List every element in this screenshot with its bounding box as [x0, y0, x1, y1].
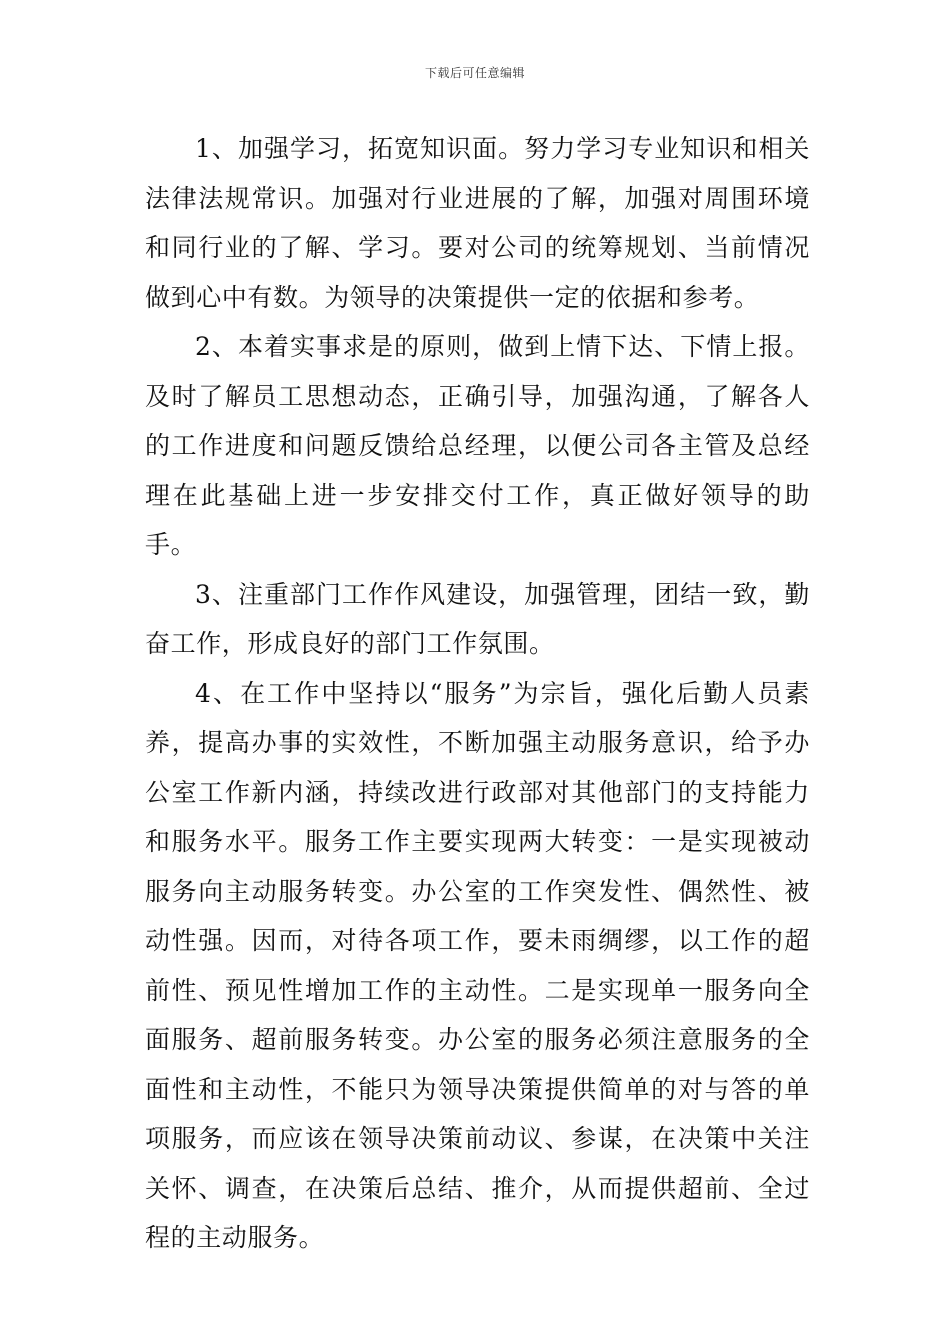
document-body: [145, 124, 810, 1263]
header-note: 下载后可任意编辑: [424, 66, 525, 80]
paragraph-2: 2、本着实事求是的原则，做到上情下达、下情上报。及时了解员工思想动态，正确引导，加强沟通，了解各人的工作进度和问题反馈给总经理，以便公司各主管及总经理在此基础上进一步安排交付工作，真正做好领导的助手。: [145, 332, 810, 559]
paragraph-3: 3、注重部门工作作风建设，加强管理，团结一致，勤奋工作，形成良好的部门工作氛围。: [145, 579, 810, 658]
paragraph-1: 1、加强学习，拓宽知识面。努力学习专业知识和相关法律法规常识。加强对行业进展的了解，加强对周围环境和同行业的了解、学习。要对公司的统筹规划、当前情况做到心中有数。为领导的决策提供一定的依据和参考。: [145, 134, 810, 312]
paragraph-4: 4、在工作中坚持以“服务”为宗旨，强化后勤人员素养，提高办事的实效性，不断加强主动服务意识，给予办公室工作新内涵，持续改进行政部对其他部门的支持能力和服务水平。服务工作主要实现两大转变：一是实现被动服务向主动服务转变。办公室的工作突发性、偶然性、被动性强。因而，对待各项工作，要未雨绸缪，以工作的超前性、预见性增加工作的主动性。二是实现单一服务向全面服务、超前服务转变。办公室的服务必须注意服务的全面性和主动性，不能只为领导决策提供简单的对与答的单项服务，而应该在领导决策前动议、参谋，在决策中关注关怀、调查，在决策后总结、推介，从而提供超前、全过程的主动服务。: [145, 678, 810, 1252]
